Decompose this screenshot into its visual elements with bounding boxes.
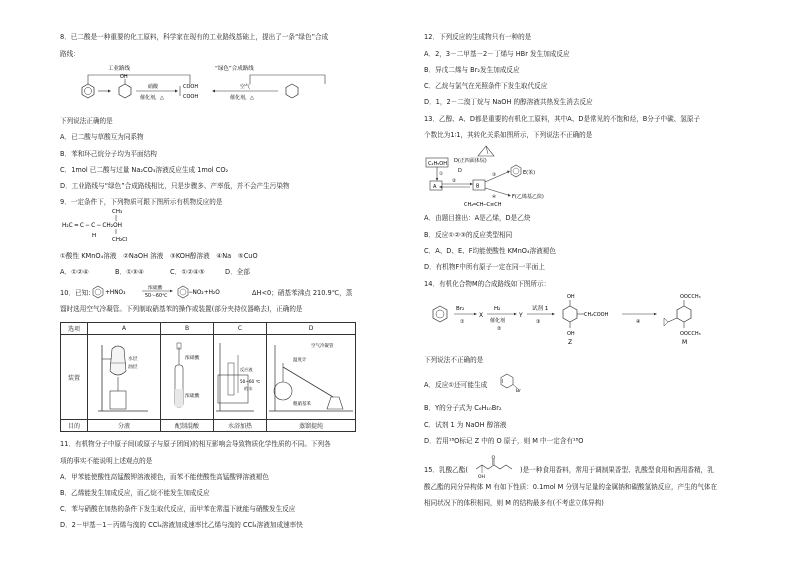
svg-text:空气冷凝管: 空气冷凝管	[311, 344, 334, 349]
aim-c: 水浴加热	[214, 420, 267, 432]
air-label: 空气	[240, 84, 251, 90]
q8-green-label: “绿色”合成路线	[215, 66, 254, 72]
q12-stem: 12．下列反应的生成物只有一种的是	[424, 33, 532, 41]
cyclohexane-ring-icon	[563, 306, 577, 322]
q9-stem: 9．一定条件下，下列物质可跟下图所示有机物反应的是	[60, 198, 223, 206]
compound-z: Z	[568, 339, 573, 346]
q8-option-c: C．1mol 已二酸与过量 Na₂CO₃溶液反应生成 1mol CO₂	[60, 166, 229, 174]
q12-option-d: D．1，2－二溴丁烷与 NaOH 的醇溶液共热发生消去反应	[424, 98, 593, 106]
catalyst-label: 催化剂	[490, 318, 506, 324]
q9-option-a: A．①②④	[60, 268, 89, 276]
ethanol-box: C₂H₅OH	[428, 161, 447, 167]
option-a-br: Br	[516, 389, 521, 393]
step-1: ①	[460, 319, 465, 325]
h2-reagent: H₂	[494, 306, 501, 312]
q8-option-d: D．工业路线与“绿色”合成路线相比，只是步骤多、产率低，并不会产生污染物	[60, 182, 290, 190]
z-oh-top: OH	[567, 294, 575, 300]
step-4: ④	[492, 195, 497, 200]
q8-stem-line2: 路线：	[60, 50, 80, 58]
q9-h: H	[92, 233, 97, 239]
step-4: ④	[636, 319, 641, 325]
q12-option-c: C．乙烷与氯气在光照条件下发生取代反应	[424, 82, 548, 90]
cyclohexane-ring-icon	[286, 84, 298, 98]
reagent-1: 试剂 1	[532, 306, 549, 312]
cooh-top: COOH	[183, 84, 199, 90]
q13-stem-line1: 13．乙醇、A、D都是重要的有机化工原料，其中A、D是常见的不饱和烃，B分子中碳、氢原子	[424, 115, 701, 123]
cyclohexane-ring-icon	[677, 306, 691, 322]
svg-text:的水: 的水	[244, 386, 253, 391]
q15-ethyl-lactate-structure	[474, 455, 520, 479]
svg-text:50~60 ℃: 50~60 ℃	[240, 379, 261, 384]
lactone-ring-icon	[664, 318, 668, 326]
step-3: ③	[536, 319, 541, 325]
q9-reagents: ①酸性 KMnO₄溶液 ②NaOH 溶液 ③KOH醇溶液 ④Na ⑤CuO	[60, 252, 258, 260]
q13-option-a: A．由题目推出：A是乙烯，D是乙炔	[424, 214, 531, 222]
benzene-ring-icon	[511, 165, 521, 177]
header-a: A	[88, 323, 161, 335]
svg-text:浓硫酸: 浓硫酸	[185, 394, 200, 399]
q8-synthesis-figure	[80, 62, 350, 112]
step-2: ②	[497, 326, 502, 332]
apparatus-d	[267, 335, 356, 420]
oh-label: OH	[120, 74, 128, 80]
q11-option-d: D．2－甲基－1－丙烯与溴的 CCl₄溶液加成速率比乙烯与溴的 CCl₄溶液加成速率快	[60, 521, 303, 529]
distillation-setup-icon	[267, 335, 355, 417]
compound-e: E(苯)	[523, 170, 536, 176]
q13-stem-line2: 个数比为1∶1，其转化关系如图所示，下列说法不正确的是	[424, 131, 593, 139]
q14-synthesis-figure	[424, 290, 742, 350]
tetrahedrane-icon	[478, 146, 494, 156]
apparatus-b	[161, 335, 214, 420]
cyclohexanol-ring-icon	[119, 84, 131, 98]
apparatus-c	[214, 335, 267, 420]
q9-option-c: C．①②④⑤	[170, 268, 205, 276]
q14-option-a: A．反应①还可能生成	[424, 381, 488, 389]
q13-conversion-figure	[424, 142, 594, 208]
q10-cond-bottom: 50～60℃	[145, 294, 168, 299]
q9-ch2cl: CH₂Cl	[112, 237, 128, 243]
hydroxyl-oh: OH	[478, 475, 485, 479]
q10-equation-figure	[90, 282, 250, 300]
aim-b: 配制混酸	[161, 420, 214, 432]
compound-f: F(乙烯基乙炔)	[512, 194, 544, 200]
br2-reagent: Br₂	[456, 306, 465, 312]
svg-text:温度计: 温度计	[293, 358, 307, 363]
q8-prompt: 下列说法正确的是	[60, 117, 113, 125]
q11-option-c: C．苯与硝酸在加热的条件下发生取代反应，而甲苯在常温下就能与硝酸发生反应	[60, 505, 296, 513]
z-oh-bottom: OH	[567, 331, 575, 337]
cooh-bottom: COOH	[183, 94, 199, 100]
compound-a: A	[433, 184, 437, 190]
header-c: C	[214, 323, 267, 335]
q13-option-d: D．有机物F中所有原子一定在同一平面上	[424, 263, 545, 271]
header-d: D	[267, 323, 356, 335]
q9-option-b: B．①③④	[115, 268, 144, 276]
q9-option-d: D．全部	[225, 268, 250, 276]
apparatus-a	[88, 335, 161, 420]
svg-text:浓硝酸: 浓硝酸	[185, 356, 200, 361]
q9-main-chain: H₂C ═ C ─ C ─ CH₂OH	[62, 223, 123, 229]
svg-text:反应液: 反应液	[240, 367, 253, 372]
svg-text:粗硝基苯: 粗硝基苯	[293, 402, 311, 407]
row-label-device: 装置	[61, 335, 88, 420]
q14-stem: 14．有机化合物M的合成路线如下图所示：	[424, 280, 551, 288]
q14-option-a-structure	[497, 371, 527, 393]
svg-text:油层: 油层	[128, 365, 138, 370]
q15-stem-line2: 酸乙酯的同分异构体 M 有如下性质：0.1mol M 分别与足量的金属钠和碳酸氢钠反应，产生的气体在	[424, 483, 718, 491]
z-ch2cooh: CH₂COOH	[584, 312, 609, 318]
q8-option-a: A．已二酸与草酸互为同系物	[60, 133, 144, 141]
compound-f-formula: CH₂═CH─C≡CH	[464, 202, 502, 208]
q10-reagent: +HNO₃	[105, 290, 126, 296]
q11-option-a: A．甲苯能使酸性高锰酸钾溶液褪色，而苯不能使酸性高锰酸钾溶液褪色	[60, 473, 269, 481]
q10-apparatus-table	[60, 322, 356, 432]
nitrobenzene-ring-icon	[178, 286, 188, 298]
q12-option-a: A．2，3－二甲基－2－丁烯与 HBr 发生加成反应	[424, 50, 570, 58]
q8-stem-line1: 8．已二酸是一种重要的化工原料，科学家在现有的工业路线基础上，提出了一条“绿色”合成	[60, 33, 329, 41]
q14-option-d: D．若用¹⁸O标记 Z 中的 O 原子，则 M 中一定含有¹⁸O	[424, 437, 584, 445]
q13-option-b: B．反应①②③的反应类型相同	[424, 231, 513, 239]
q11-stem-line2: 项的事实不能说明上述观点的是	[60, 457, 153, 465]
separatory-funnel-icon	[88, 335, 160, 417]
step-3: ③	[492, 173, 497, 178]
q14-option-b: B．Y的分子式为 C₆H₁₀Br₂	[424, 404, 502, 412]
catalyst-label-1: 催化剂，△	[140, 95, 164, 101]
step-1: ①	[439, 172, 444, 177]
svg-text:水层: 水层	[128, 357, 138, 362]
q10-stem-line2: 馏时选用空气冷凝管。下列制取硝基苯的操作或装置(部分夹持仪器略去)，正确的是	[60, 305, 303, 313]
step-2: ②	[452, 179, 457, 184]
compound-b: B	[476, 183, 480, 190]
compound-d: D	[458, 168, 462, 174]
q15-stem-end: )是一种食用香料，常用于调制果香型、乳酸型食用和酒用香精，乳	[520, 466, 714, 474]
q10-cond-top: 浓硫酸	[148, 286, 163, 291]
q15-stem-start: 15．乳酸乙酯(	[424, 466, 468, 474]
aim-a: 分液	[88, 420, 161, 432]
q11-option-b: B．乙烯能发生加成反应，而乙烷不能发生加成反应	[60, 489, 210, 497]
q14-option-c: C．试剂 1 为 NaOH 醇溶液	[424, 421, 507, 429]
aim-d: 蒸馏提纯	[267, 420, 356, 432]
q15-stem-line3: 相同状况下的体积相同，则 M 的结构最多有(不考虑立体异构)	[424, 499, 604, 507]
benzene-ring-icon	[82, 84, 94, 98]
water-bath-icon	[214, 335, 266, 417]
benzene-ring-icon	[93, 286, 103, 298]
catalyst-label-2: 催化剂，△	[230, 95, 254, 101]
compound-m: M	[682, 339, 688, 346]
mixing-tube-icon	[161, 335, 213, 417]
m-ococh3-top: OOCCH₃	[680, 294, 701, 300]
compound-y: Y	[519, 312, 523, 319]
nitric-acid-label: 硝酸	[148, 84, 159, 90]
cyclohexene-ring-icon	[501, 374, 513, 388]
m-ococh3-bottom: OOCCH₃	[680, 331, 701, 337]
header-option: 选项	[61, 323, 88, 335]
d-label: D(正四面体烷)	[454, 158, 487, 164]
q9-ch3: CH₃	[112, 209, 123, 215]
q11-stem-line1: 11．有机物分子中原子间(或原子与原子团间)的相互影响会导致物质化学性质的不同。下列各	[60, 440, 331, 448]
q8-industrial-label: 工业路线	[108, 66, 131, 72]
benzene-ring-icon	[433, 306, 447, 322]
header-b: B	[161, 323, 214, 335]
q13-option-c: C．A、D、E、F均能使酸性 KMnO₄溶液褪色	[424, 247, 556, 255]
compound-x: X	[479, 312, 484, 319]
carbonyl-o: O	[491, 456, 496, 461]
q10-stem-start: 10．已知：	[60, 289, 95, 297]
q14-prompt: 下列说法不正确的是	[424, 356, 484, 364]
q10-product: ─NO₂+H₂O	[189, 290, 220, 296]
q10-delta-h: ΔH<0；硝基苯沸点 210.9℃，蒸	[252, 289, 353, 297]
q8-option-b: B．苯和环己烷分子均为平面结构	[60, 150, 157, 158]
q12-option-b: B．异戊二烯与 Br₂发生加成反应	[424, 66, 520, 74]
row-label-aim: 目的	[61, 420, 88, 432]
q9-structure-figure	[60, 207, 180, 245]
